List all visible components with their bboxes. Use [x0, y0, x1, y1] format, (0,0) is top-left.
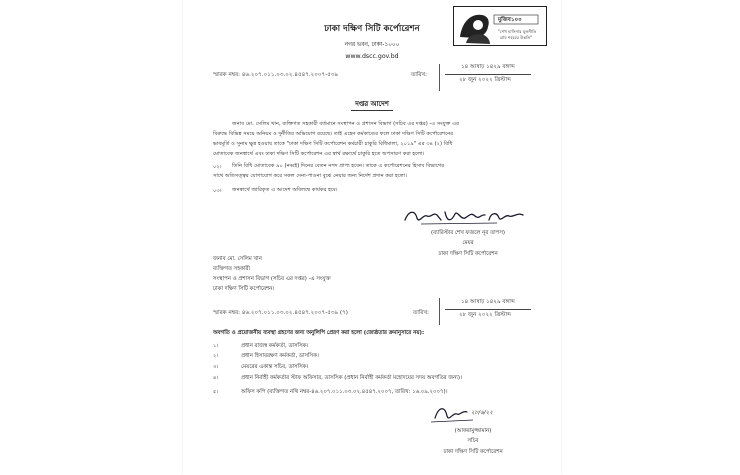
date-label-2: তারিখ: — [413, 310, 430, 316]
order-document — [183, 0, 561, 475]
mayor-title: মেয়র — [462, 240, 474, 246]
secretary-office: ঢাকা দক্ষিণ সিটি কর্পোরেশন — [443, 449, 503, 455]
organization-website: www.dscc.gov.bd — [345, 53, 399, 60]
recipient-name: জনাব মো. সেলিম খান — [213, 256, 262, 262]
date-separator — [445, 74, 531, 75]
body-line-1: জনাব মো. সেলিম খান, ব্যক্তিগত সহকারী বর্তমানে সংস্থাপন ও প্রশাসন বিভাগ (সচিব এর দপ্তর) -এ সংযুক্ত এর — [232, 121, 459, 127]
logo-slogan-2: গ্রাম শহরের উন্নতি" — [500, 35, 533, 40]
distribution-item-2: প্রধান হিসাবরক্ষণ কর্মকর্তা, ডাসসিক। — [241, 353, 319, 359]
organization-address: নগর ভবন, ঢাকা-১০০০ — [344, 42, 400, 48]
date-english: ২৮ জুন ২০২২ খ্রিস্টাব্দ — [459, 77, 511, 83]
recipient-designation: ব্যক্তিগত সহকারী — [213, 266, 250, 272]
distribution-intro: অবগতি ও প্রয়োজনীয় ব্যবস্থা গ্রহণের জন্য অনুলিপি প্রেরণ করা হলো (জ্যেষ্ঠতার ক্রমানুসারে নয়): — [213, 330, 425, 336]
distribution-item-4: প্রধান নির্বাহী কর্মকর্তার স্টাফ অফিসার, ডাসসিক (প্রধান নির্বাহী কর্মকর্তা মহোদয়ের সদয় অবগতির জন্য)। — [241, 375, 462, 381]
title-underline — [351, 110, 393, 111]
date-divider-2 — [439, 298, 440, 325]
distribution-num-2: ২। — [213, 353, 219, 359]
secretary-title: সচিব — [467, 438, 479, 444]
secretary-signature — [429, 402, 509, 426]
para-2-line-2: সাথে অতিসত্ত্বর যোগাযোগ করে সকল দেনা-পাওনা বুঝে নেয়ার জন্য নির্দেশ প্রদান করা হলো। — [213, 173, 408, 179]
signed-date: ২৮/৬/২২ — [471, 410, 493, 416]
para-2-line-1: তিনি বিধি মোতাবেক ৯০ (নব্বই) দিনের বেতন নগদ প্রাপ্য হবেন। তাকে এ কর্পোরেশনের হিসাব বিভাগের — [232, 163, 445, 169]
date-separator-2 — [445, 309, 531, 310]
distribution-num-3: ৩। — [213, 364, 219, 370]
distribution-num-1: ১। — [213, 343, 219, 349]
logo-slogan-1: "শেখ হাসিনার মূলনীতি — [498, 29, 537, 34]
para-2-number: ০২। — [213, 164, 222, 170]
mayor-name: (ব্যারিস্টার শেখ ফজলে নূর তাপস) — [431, 230, 505, 236]
date-english-2: ২৮ জুন ২০২২ খ্রিস্টাব্দ — [459, 312, 511, 318]
logo-badge: মুজিব১০০ — [498, 17, 522, 23]
recipient-office: ঢাকা দক্ষিণ সিটি কর্পোরেশন। — [213, 286, 275, 292]
mayor-office: ঢাকা দক্ষিণ সিটি কর্পোরেশন — [438, 251, 498, 257]
date-divider — [439, 64, 440, 91]
secretary-name: (আকরামুজ্জামান) — [454, 428, 492, 434]
memo-number: স্মারক নম্বর: ৪৬.২০৭.০১১.০৩.০২.৪৫৪৭.২০০৭-৫৩৯ — [213, 72, 339, 78]
distribution-item-1: প্রধান রাজস্ব কর্মকর্তা, ডাসসিক। — [241, 343, 309, 349]
body-line-4: মোতাবেক জনস্বার্থে এবং ঢাকা দক্ষিণ সিটি কর্পোরেশন এর স্বার্থ রক্ষার্থে চাকুরি হতে অপসারণ করা হলো। — [213, 151, 425, 157]
order-title: দপ্তর আদেশ — [355, 100, 389, 108]
para-3-text: জনস্বার্থে জারিকৃত এ আদেশ অবিলম্বে কার্যকর হবে। — [232, 187, 338, 193]
organization-title: ঢাকা দক্ষিণ সিটি কর্পোরেশন — [324, 24, 420, 34]
mayor-signature — [401, 206, 531, 228]
para-3-number: ০৩। — [213, 188, 222, 194]
recipient-department: সংস্থাপন ও প্রশাসন বিভাগ (সচিব এর দপ্তর) -এ সংযুক্ত — [213, 276, 331, 282]
distribution-item-5: অফিস কপি (ব্যক্তিগত নথি নম্বর-৪৬.২০৭.০১১.০৩.০২.৪৫৪৭.২০০৭, তারিখ: ১৬.০৯.২০০৭)। — [241, 389, 448, 395]
memo-number-2: স্মারক নম্বর: ৪৬.২০৭.০১১.০৩.০২.৪৫৪৭.২০০৭-৫৩৯ (৭) — [213, 310, 348, 316]
body-line-3: ভাবমূর্তি ও সুনাম ক্ষুন্ন হওয়ায় তাকে "ঢাকা দক্ষিণ সিটি কর্পোরেশন কর্মচারী চাকুরি বিধিমালা, ২০১৯" এর ৩৪ (২) বিধি — [213, 141, 453, 147]
distribution-num-5: ৫। — [213, 389, 219, 395]
distribution-item-3: মেয়রের একান্ত সচিব, ডাসসিক। — [241, 364, 309, 370]
distribution-num-4: ৪। — [213, 375, 219, 381]
body-line-2: বিরুদ্ধে বিভিন্ন সময়ে অনিয়ম ও দুর্নীতির অভিযোগ রয়েছে। তাই এহেন কর্মকাণ্ডের ফলে ঢাকা দক্ষিণ সিটি কর্পোরেশনের — [213, 131, 454, 137]
date-label: তারিখ: — [411, 72, 428, 78]
date-bangla-2: ১৪ আষাঢ় ১৪২৯ বঙ্গাব্দ — [461, 299, 515, 305]
date-bangla: ১৪ আষাঢ় ১৪২৯ বঙ্গাব্দ — [461, 64, 515, 70]
